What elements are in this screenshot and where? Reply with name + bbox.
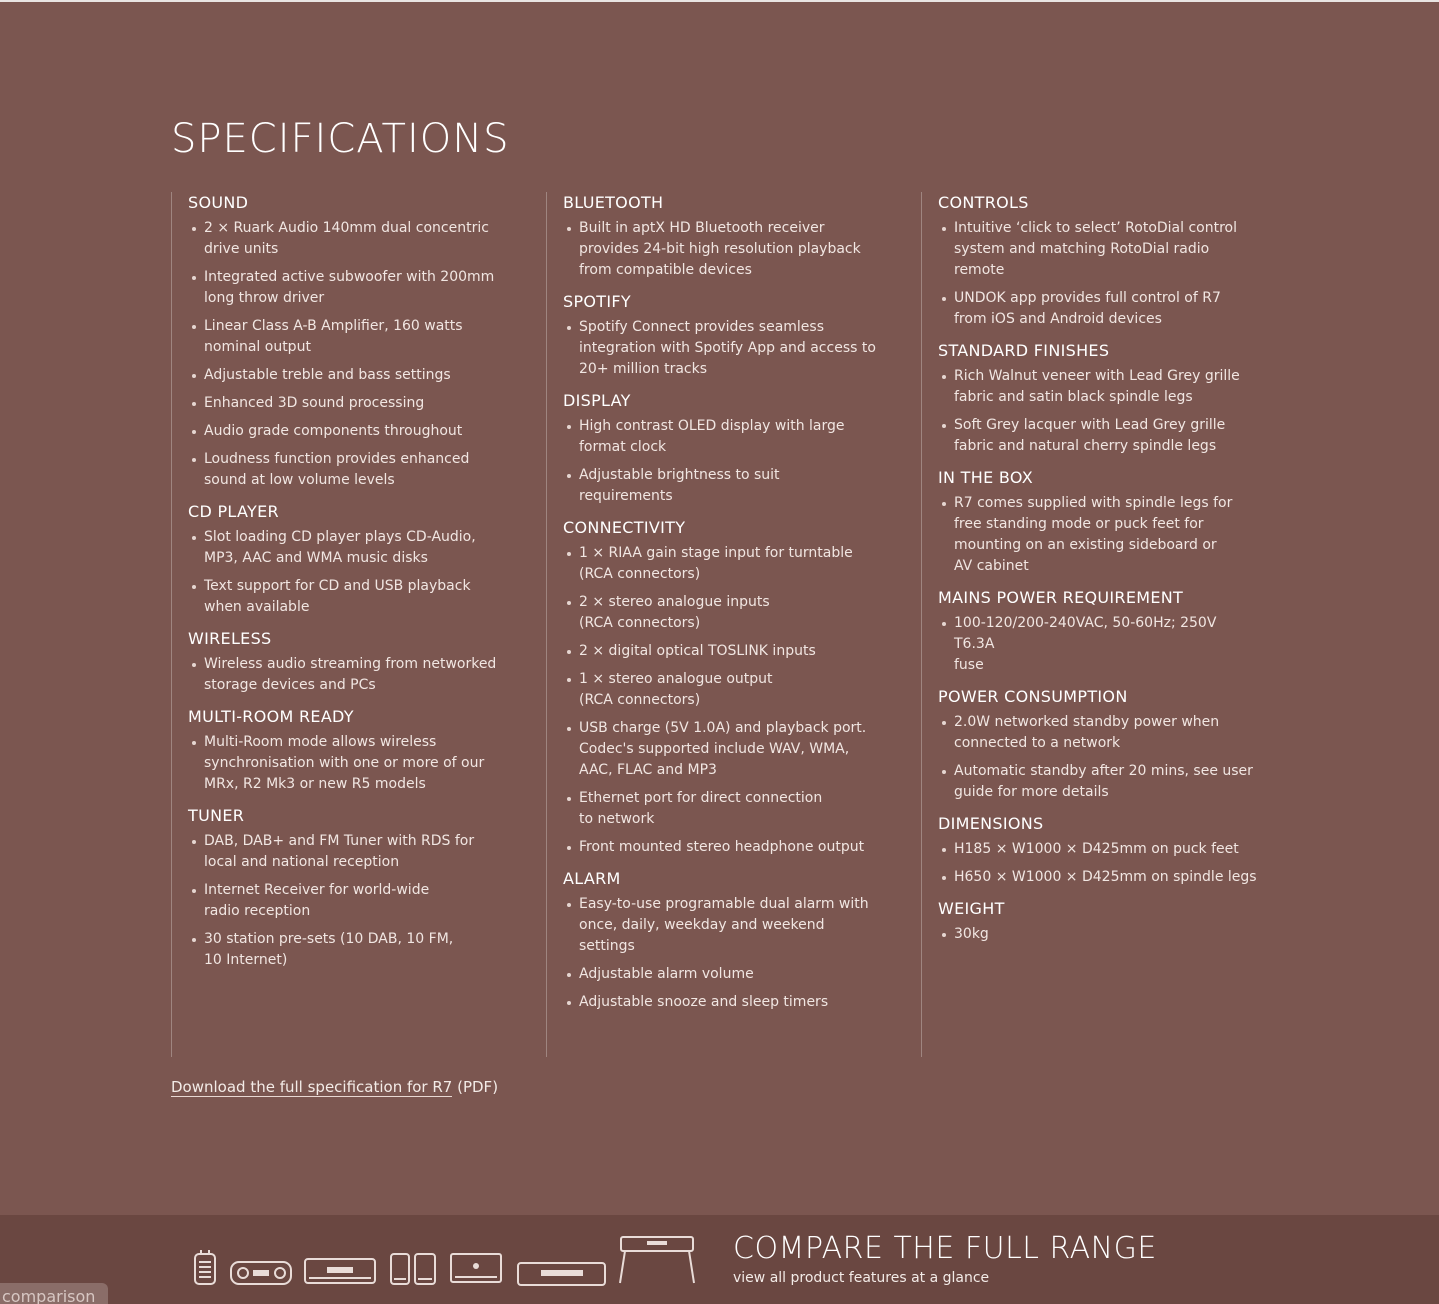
- spec-section: [938, 587, 1261, 676]
- page-title: SPECIFICATIONS: [171, 116, 510, 162]
- spec-list-item: Adjustable brightness to suit requirements: [563, 465, 906, 507]
- spec-list: [563, 894, 906, 1013]
- spec-list-item: 100-120/200-240VAC, 50-60Hz; 250V T6.3A fuse: [938, 613, 1261, 676]
- speaker-pair-icon: [391, 1254, 435, 1284]
- spec-section-heading: MULTI-ROOM READY: [188, 707, 354, 726]
- spec-list-item: Front mounted stereo headphone output: [563, 837, 906, 858]
- spec-list-item: R7 comes supplied with spindle legs for free standing mode or puck feet for mounting on an existing sideboard or AV cabinet: [938, 493, 1261, 577]
- spec-list-item: 2 × Ruark Audio 140mm dual concentric drive units: [188, 218, 531, 260]
- spec-list-item: H650 × W1000 × D425mm on spindle legs: [938, 867, 1261, 888]
- spec-section-heading: BLUETOOTH: [563, 193, 664, 212]
- spec-list: [188, 654, 531, 696]
- spec-section-heading: DISPLAY: [563, 391, 631, 410]
- spec-columns: [171, 192, 1261, 1057]
- spec-section: [188, 628, 531, 696]
- spec-list-item: Loudness function provides enhanced sound at low volume levels: [188, 449, 531, 491]
- spec-list-item: Wireless audio streaming from networked storage devices and PCs: [188, 654, 531, 696]
- spec-list-item: Ethernet port for direct connection to network: [563, 788, 906, 830]
- spec-list: [938, 493, 1261, 577]
- spec-list-item: Adjustable snooze and sleep timers: [563, 992, 906, 1013]
- music-system-icon: [305, 1259, 375, 1283]
- compare-subtitle: view all product features at a glance: [733, 1270, 990, 1286]
- spec-section: [188, 501, 531, 618]
- spec-list-item: 2 × digital optical TOSLINK inputs: [563, 641, 906, 662]
- spec-list-item: Built in aptX HD Bluetooth receiver provides 24-bit high resolution playback from compatible devices: [563, 218, 906, 281]
- spec-list: [563, 317, 906, 380]
- product-range-icons: [193, 1233, 703, 1293]
- spec-list-item: Internet Receiver for world-wide radio reception: [188, 880, 531, 922]
- spec-list: [188, 831, 531, 971]
- spec-list-item: 1 × stereo analogue output (RCA connectors): [563, 669, 906, 711]
- spec-list-item: Automatic standby after 20 mins, see user guide for more details: [938, 761, 1261, 803]
- spec-list: [938, 712, 1261, 803]
- compare-range-banner[interactable]: [0, 1215, 1439, 1304]
- spec-section-heading: SPOTIFY: [563, 292, 631, 311]
- spec-section: [563, 291, 906, 380]
- spec-section-heading: CD PLAYER: [188, 502, 279, 521]
- spec-list-item: High contrast OLED display with large format clock: [563, 416, 906, 458]
- spec-section-heading: IN THE BOX: [938, 468, 1033, 487]
- spec-section-heading: WIRELESS: [188, 629, 272, 648]
- comparison-tab[interactable]: comparison: [0, 1283, 108, 1304]
- spec-list: [563, 218, 906, 281]
- spec-section: [938, 340, 1261, 457]
- turntable-icon: [451, 1254, 501, 1282]
- spec-section-heading: STANDARD FINISHES: [938, 341, 1110, 360]
- compact-radio-icon: [231, 1262, 291, 1284]
- spec-section: [938, 467, 1261, 577]
- spec-section: [563, 517, 906, 858]
- download-suffix: (PDF): [452, 1078, 499, 1096]
- spec-list-item: 1 × RIAA gain stage input for turntable (RCA connectors): [563, 543, 906, 585]
- soundbar-icon: [518, 1263, 605, 1285]
- spec-list-item: Multi-Room mode allows wireless synchronisation with one or more of our MRx, R2 Mk3 or new R5 models: [188, 732, 531, 795]
- spec-section: [938, 898, 1261, 945]
- spec-list-item: Rich Walnut veneer with Lead Grey grille fabric and satin black spindle legs: [938, 366, 1261, 408]
- spec-list-item: 2.0W networked standby power when connected to a network: [938, 712, 1261, 754]
- spec-list-item: Audio grade components throughout: [188, 421, 531, 442]
- music-console-icon: [620, 1237, 694, 1283]
- spec-list-item: Linear Class A-B Amplifier, 160 watts nominal output: [188, 316, 531, 358]
- spec-section-heading: WEIGHT: [938, 899, 1005, 918]
- spec-list-item: Adjustable alarm volume: [563, 964, 906, 985]
- portable-radio-icon: [195, 1250, 215, 1284]
- spec-list-item: Enhanced 3D sound processing: [188, 393, 531, 414]
- spec-list: [188, 218, 531, 491]
- spec-section-heading: TUNER: [188, 806, 245, 825]
- spec-list-item: UNDOK app provides full control of R7 from iOS and Android devices: [938, 288, 1261, 330]
- spec-list-item: Intuitive ‘click to select’ RotoDial control system and matching RotoDial radio remote: [938, 218, 1261, 281]
- spec-section: [563, 192, 906, 281]
- spec-section-heading: CONNECTIVITY: [563, 518, 686, 537]
- spec-section: [563, 390, 906, 507]
- spec-list-item: Easy-to-use programable dual alarm with once, daily, weekday and weekend settings: [563, 894, 906, 957]
- spec-section: [188, 706, 531, 795]
- spec-list: [938, 613, 1261, 676]
- spec-list-item: 2 × stereo analogue inputs (RCA connectors): [563, 592, 906, 634]
- spec-list-item: Text support for CD and USB playback when available: [188, 576, 531, 618]
- spec-section: [188, 192, 531, 491]
- spec-list-item: 30kg: [938, 924, 1261, 945]
- spec-section: [563, 868, 906, 1013]
- spec-list: [938, 366, 1261, 457]
- spec-section-heading: POWER CONSUMPTION: [938, 687, 1128, 706]
- spec-list: [563, 416, 906, 507]
- spec-list-item: Integrated active subwoofer with 200mm long throw driver: [188, 267, 531, 309]
- top-divider: [0, 0, 1439, 2]
- spec-list-item: USB charge (5V 1.0A) and playback port. Codec's supported include WAV, WMA, AAC, FLAC and MP3: [563, 718, 906, 781]
- spec-list-item: DAB, DAB+ and FM Tuner with RDS for local and national reception: [188, 831, 531, 873]
- spec-section-heading: CONTROLS: [938, 193, 1029, 212]
- spec-list-item: Spotify Connect provides seamless integration with Spotify App and access to 20+ million tracks: [563, 317, 906, 380]
- spec-section: [938, 192, 1261, 330]
- spec-list-item: Adjustable treble and bass settings: [188, 365, 531, 386]
- spec-column-1: [171, 192, 531, 1057]
- spec-section-heading: MAINS POWER REQUIREMENT: [938, 588, 1184, 607]
- spec-list-item: Soft Grey lacquer with Lead Grey grille fabric and natural cherry spindle legs: [938, 415, 1261, 457]
- spec-section-heading: SOUND: [188, 193, 249, 212]
- spec-list-item: Slot loading CD player plays CD-Audio, MP3, AAC and WMA music disks: [188, 527, 531, 569]
- compare-title[interactable]: COMPARE THE FULL RANGE: [733, 1231, 1157, 1266]
- spec-list: [188, 527, 531, 618]
- spec-section: [938, 813, 1261, 888]
- download-spec-link[interactable]: Download the full specification for R7: [171, 1078, 453, 1096]
- spec-section-heading: DIMENSIONS: [938, 814, 1044, 833]
- spec-list: [563, 543, 906, 858]
- spec-list-item: 30 station pre-sets (10 DAB, 10 FM, 10 Internet): [188, 929, 531, 971]
- spec-list: [938, 924, 1261, 945]
- spec-list-item: H185 × W1000 × D425mm on puck feet: [938, 839, 1261, 860]
- spec-column-2: [546, 192, 906, 1057]
- spec-column-3: [921, 192, 1261, 1057]
- spec-section: [188, 805, 531, 971]
- spec-section-heading: ALARM: [563, 869, 621, 888]
- spec-list: [938, 839, 1261, 888]
- spec-section: [938, 686, 1261, 803]
- spec-list: [188, 732, 531, 795]
- download-line: [171, 1078, 498, 1096]
- spec-list: [938, 218, 1261, 330]
